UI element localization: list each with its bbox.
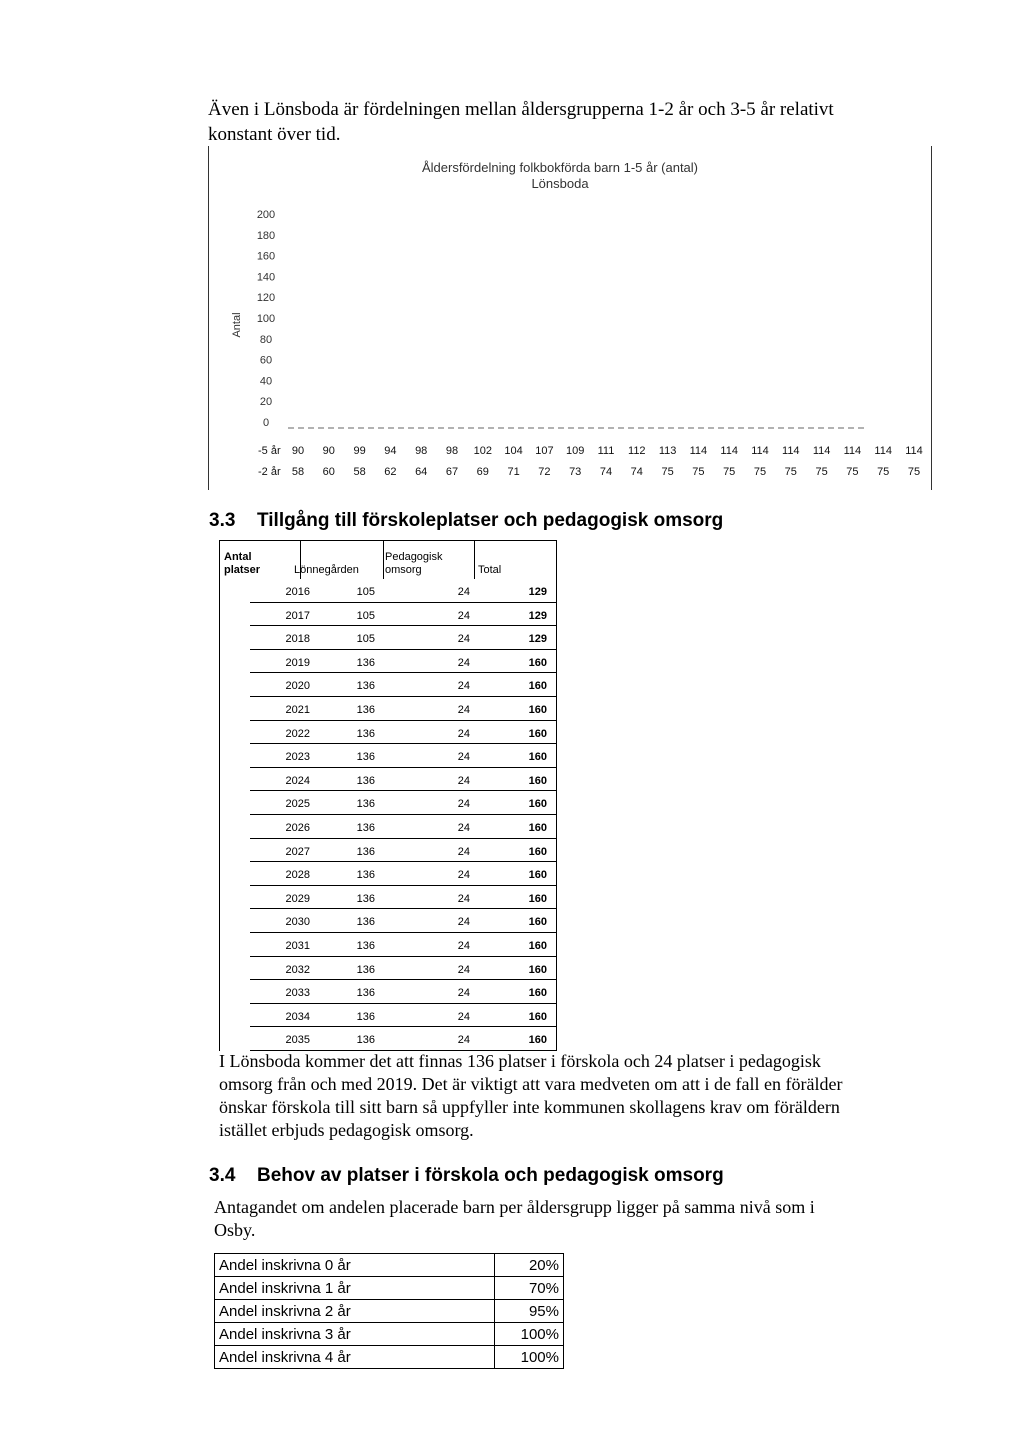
lonnegarden-cell: 136 (356, 987, 375, 1000)
y-tick-label: 180 (256, 229, 276, 242)
table-row (220, 980, 556, 1004)
pedagogisk-cell: 24 (457, 633, 470, 646)
header-antal-line1: Antal (224, 551, 252, 563)
table-row (215, 1300, 564, 1323)
lonnegarden-cell: 136 (356, 774, 375, 787)
data-value: 114 (751, 445, 769, 457)
table-row (215, 1254, 564, 1277)
pedagogisk-cell: 24 (457, 821, 470, 834)
share-label: Andel inskrivna 3 år (215, 1323, 495, 1346)
data-value: 114 (905, 445, 923, 457)
pedagogisk-cell: 24 (457, 939, 470, 952)
data-value: 114 (843, 445, 862, 457)
data-value: 72 (538, 466, 551, 478)
lonnegarden-cell: 136 (356, 727, 375, 740)
table-row (215, 1346, 564, 1369)
y-tick-label: 200 (256, 209, 276, 221)
pedagogisk-cell: 24 (457, 751, 470, 764)
y-tick-label: 140 (256, 271, 276, 284)
data-value: 74 (630, 466, 643, 478)
lonnegarden-cell: 136 (356, 939, 375, 952)
table-row (220, 1004, 556, 1028)
y-tick-label: 60 (259, 354, 273, 367)
total-cell: 160 (528, 1034, 547, 1047)
y-tick-label: 0 (262, 417, 270, 429)
data-value: 58 (353, 466, 366, 478)
total-cell: 160 (528, 869, 547, 882)
lonnegarden-cell: 136 (356, 680, 375, 693)
y-tick-label: 80 (259, 333, 273, 346)
header-divider (383, 541, 384, 579)
lonnegarden-cell: 136 (356, 916, 375, 929)
pedagogisk-cell: 24 (457, 916, 470, 929)
y-axis-label: Antal (231, 312, 243, 338)
data-value: 113 (658, 445, 677, 457)
header-divider (300, 541, 301, 579)
total-cell: 160 (528, 680, 547, 693)
table-row (220, 721, 556, 745)
pedagogisk-cell: 24 (457, 656, 470, 669)
lonnegarden-cell: 136 (356, 1034, 375, 1047)
total-cell: 160 (528, 892, 547, 905)
data-value: 75 (661, 466, 674, 478)
year-cell: 2033 (285, 987, 310, 1000)
y-tick-label: 100 (256, 313, 276, 325)
pedagogisk-cell: 24 (457, 869, 470, 882)
table-row (215, 1323, 564, 1346)
section-title: Behov av platser i förskola och pedagogisk omsorg (257, 1165, 724, 1186)
header-lonnegarden: Lönnegården (294, 564, 359, 576)
year-cell: 2026 (285, 821, 310, 834)
pedagogisk-cell: 24 (457, 892, 470, 905)
lonnegarden-cell: 105 (356, 633, 375, 646)
y-tick-label: 40 (259, 375, 273, 388)
header-antal-line2: platser (224, 564, 261, 576)
data-table-rows (258, 445, 923, 478)
table-row (220, 862, 556, 886)
total-cell: 160 (528, 845, 547, 858)
total-cell: 160 (528, 939, 547, 952)
lonnegarden-cell: 136 (356, 892, 375, 905)
year-cell: 2035 (285, 1034, 310, 1047)
table-row (220, 603, 556, 627)
pedagogisk-cell: 24 (457, 609, 470, 622)
total-cell: 160 (528, 798, 547, 811)
share-value: 20% (495, 1254, 564, 1277)
table-row (220, 1027, 556, 1051)
data-value: 74 (599, 466, 613, 478)
data-value: 114 (874, 445, 892, 457)
section-3-4-paragraph: Antagandet om andelen placerade barn per åldersgrupp ligger på samma nivå som i Osby. (214, 1197, 815, 1240)
section-3-4-heading (209, 1165, 724, 1187)
data-value: 112 (628, 445, 646, 457)
data-value: 75 (692, 466, 705, 478)
lonnegarden-cell: 136 (356, 703, 375, 716)
total-cell: 160 (528, 916, 547, 929)
data-value: 104 (504, 445, 523, 457)
share-label: Andel inskrivna 4 år (215, 1346, 495, 1369)
header-antal (224, 551, 260, 577)
data-value: 75 (877, 466, 890, 478)
section-title: Tillgång till förskoleplatser och pedagogisk omsorg (257, 510, 724, 531)
data-value: 90 (322, 445, 335, 457)
data-value: 75 (907, 466, 921, 478)
year-cell: 2024 (285, 774, 310, 787)
table-row (220, 886, 556, 910)
data-value: 98 (445, 445, 459, 457)
year-cell: 2032 (285, 963, 310, 976)
table-row (220, 791, 556, 815)
total-cell: 129 (528, 586, 547, 598)
share-label: Andel inskrivna 2 år (215, 1300, 495, 1323)
pedagogisk-cell: 24 (457, 1034, 470, 1047)
capacity-table-body (220, 579, 556, 1051)
table-row (220, 768, 556, 792)
series-label: -2 år (258, 466, 281, 478)
year-cell: 2028 (285, 869, 310, 882)
data-value: 73 (569, 466, 582, 478)
year-cell: 2029 (285, 892, 310, 905)
chart-title: Åldersfördelning folkbokförda barn 1-5 år (antal) (421, 160, 699, 175)
data-value: 58 (291, 466, 305, 478)
year-cell: 2030 (285, 916, 310, 929)
lonnegarden-cell: 136 (356, 798, 375, 811)
total-cell: 160 (528, 987, 547, 1000)
year-cell: 2016 (285, 586, 310, 598)
year-cell: 2023 (285, 751, 310, 764)
y-axis-ticks (257, 209, 275, 429)
data-value: 90 (291, 445, 305, 457)
lonnegarden-cell: 136 (356, 821, 375, 834)
data-value: 62 (384, 466, 397, 478)
share-label: Andel inskrivna 0 år (215, 1254, 495, 1277)
pedagogisk-cell: 24 (457, 845, 470, 858)
total-cell: 160 (528, 821, 547, 834)
lonnegarden-cell: 105 (356, 586, 375, 598)
lonnegarden-cell: 136 (356, 845, 375, 858)
total-cell: 160 (528, 774, 547, 787)
year-cell: 2034 (285, 1010, 310, 1023)
chart-title-block (300, 160, 820, 192)
table-row (220, 697, 556, 721)
data-value: 75 (723, 466, 736, 478)
pedagogisk-cell: 24 (457, 774, 470, 787)
pedagogisk-cell: 24 (457, 703, 470, 716)
pedagogisk-cell: 24 (457, 727, 470, 740)
lonnegarden-cell: 136 (356, 656, 375, 669)
section-number: 3.4 (209, 1165, 236, 1186)
data-value: 114 (782, 445, 800, 457)
year-cell: 2031 (285, 939, 310, 952)
table-row (220, 673, 556, 697)
table-row (220, 650, 556, 674)
year-cell: 2020 (285, 680, 310, 693)
data-value: 114 (689, 445, 708, 457)
pedagogisk-cell: 24 (457, 963, 470, 976)
header-ped-line2: omsorg (385, 564, 422, 576)
share-label: Andel inskrivna 1 år (215, 1277, 495, 1300)
pedagogisk-cell: 24 (457, 1010, 470, 1023)
table-row (220, 626, 556, 650)
year-cell: 2022 (285, 727, 310, 740)
share-value: 95% (495, 1300, 564, 1323)
total-cell: 129 (528, 609, 547, 622)
data-value: 107 (535, 445, 554, 457)
y-tick-label: 120 (256, 292, 276, 305)
table-row (220, 957, 556, 981)
share-table (214, 1253, 564, 1369)
table-row (220, 839, 556, 863)
data-value: 69 (476, 466, 489, 478)
lonnegarden-cell: 136 (356, 751, 375, 764)
lonnegarden-cell: 136 (356, 869, 375, 882)
pedagogisk-cell: 24 (457, 586, 470, 598)
header-pedagogisk (385, 551, 443, 577)
section-3-3-heading (209, 510, 723, 532)
data-value: 64 (415, 466, 428, 478)
data-value: 60 (322, 466, 335, 478)
total-cell: 160 (528, 751, 547, 764)
capacity-table (219, 540, 557, 1051)
data-value: 75 (846, 466, 859, 478)
pedagogisk-cell: 24 (457, 987, 470, 1000)
year-cell: 2021 (285, 703, 310, 716)
data-value: 111 (597, 445, 615, 457)
year-cell: 2027 (285, 845, 310, 858)
total-cell: 160 (528, 703, 547, 716)
data-value: 75 (815, 466, 828, 478)
data-value: 98 (415, 445, 428, 457)
header-ped-line1: Pedagogisk (385, 551, 443, 563)
y-tick-label: 160 (256, 250, 276, 263)
total-cell: 160 (528, 656, 547, 669)
table-row (220, 744, 556, 768)
table-row (215, 1277, 564, 1300)
lonnegarden-cell: 136 (356, 963, 375, 976)
data-value: 109 (566, 445, 585, 457)
data-value: 94 (384, 445, 397, 457)
section-3-3-paragraph: I Lönsboda kommer det att finnas 136 platser i förskola och 24 platser i pedagogisk omsorg från och med 2019. Det är viktigt att vara medveten om att i de fall en förälder önskar förskola till sitt barn så uppfyller inte kommunen skollagens krav om föräldern istället erbjuds pedagogisk omsorg. (219, 1051, 843, 1140)
table-row (220, 909, 556, 933)
year-cell: 2025 (285, 798, 310, 811)
pedagogisk-cell: 24 (457, 680, 470, 693)
year-cell: 2017 (285, 609, 310, 622)
age-distribution-chart (208, 200, 930, 490)
total-cell: 160 (528, 727, 547, 740)
data-value: 102 (473, 445, 492, 457)
header-divider (474, 541, 475, 579)
section-number: 3.3 (209, 510, 236, 531)
data-value: 99 (353, 445, 366, 457)
series-label: -5 år (258, 445, 281, 457)
pedagogisk-cell: 24 (457, 798, 470, 811)
year-cell: 2018 (285, 633, 310, 646)
data-value: 75 (784, 466, 797, 478)
total-cell: 160 (528, 1010, 547, 1023)
data-value: 67 (445, 466, 459, 478)
share-table-body (215, 1254, 564, 1369)
share-value: 100% (495, 1323, 564, 1346)
year-cell: 2019 (285, 656, 310, 669)
share-value: 100% (495, 1346, 564, 1369)
chart-subtitle: Lönsboda (531, 176, 589, 191)
share-value: 70% (495, 1277, 564, 1300)
total-cell: 129 (528, 633, 547, 646)
data-value: 71 (507, 466, 520, 478)
lonnegarden-cell: 105 (356, 609, 375, 622)
data-value: 75 (753, 466, 767, 478)
header-total: Total (478, 564, 502, 576)
lonnegarden-cell: 136 (356, 1010, 375, 1023)
capacity-table-header (220, 541, 556, 579)
data-value: 114 (720, 445, 738, 457)
total-cell: 160 (528, 963, 547, 976)
data-value: 114 (812, 445, 831, 457)
table-row (220, 579, 556, 603)
table-row (220, 815, 556, 839)
intro-paragraph: Även i Lönsboda är fördelningen mellan åldersgrupperna 1-2 år och 3-5 år relativt konstant över tid. (208, 99, 834, 145)
table-row (220, 933, 556, 957)
y-tick-label: 20 (259, 396, 273, 409)
